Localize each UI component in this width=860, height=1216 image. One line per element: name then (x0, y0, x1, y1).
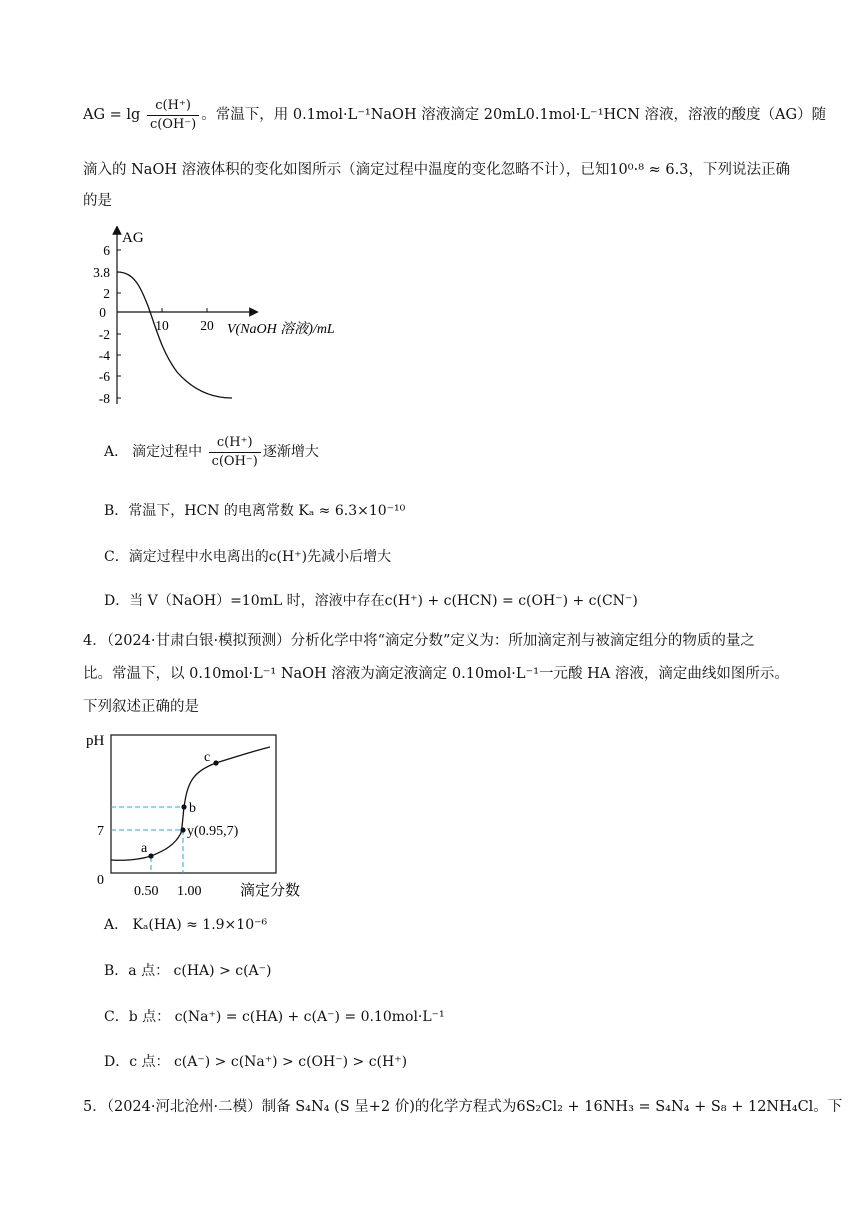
q3-line3: 的是 (83, 193, 112, 209)
chart1-y-tick: 0 (99, 305, 106, 320)
q3-option-a (104, 430, 319, 474)
chart1-x-tick: 10 (155, 318, 169, 333)
q3-ag-numerator: c(H⁺) (147, 97, 199, 116)
q4-option-c: C．b 点： c(Na⁺) = c(HA) + c(A⁻) = 0.10mol·L⁻¹ (104, 1009, 445, 1025)
chart2-label-b: b (189, 801, 196, 816)
chart1-y-tick: -4 (98, 348, 110, 363)
chart1-y-tick: -8 (98, 391, 110, 406)
q4-option-b: B．a 点： c(HA) > c(A⁻) (104, 963, 272, 979)
q3-option-d: D．当 V（NaOH）=10mL 时，溶液中存在c(H⁺) + c(HCN) = c(OH⁻) + c(CN⁻) (104, 593, 638, 609)
chart2-point-y (180, 827, 185, 832)
chart2-guide-lines (111, 807, 184, 873)
chart1-y-tick: 6 (103, 243, 110, 258)
chart2-x-tick: 0.50 (134, 884, 159, 899)
chart2-origin: 0 (97, 873, 104, 888)
chart1-y-tick: -6 (98, 369, 110, 384)
chart2-label-a: a (141, 841, 148, 856)
ph-titration-chart (82, 727, 322, 902)
q3-ag-denominator: c(OH⁻) (149, 116, 197, 132)
q3-intro (83, 95, 826, 135)
q3-option-a-suffix: 逐渐增大 (262, 444, 319, 460)
chart1-y-tick: 2 (103, 286, 110, 301)
q3-ag-fraction (147, 97, 199, 134)
q3-option-c: C．滴定过程中水电离出的c(H⁺)先减小后增大 (104, 549, 392, 565)
q3-option-a-fraction (209, 434, 261, 471)
q3-option-a-numerator: c(H⁺) (209, 434, 261, 453)
q3-ag-prefix: AG = lg (83, 107, 141, 123)
q4-option-d: D．c 点： c(A⁻) > c(Na⁺) > c(OH⁻) > c(H⁺) (104, 1054, 408, 1070)
q5-line1: 5．（2024·河北沧州·二模）制备 S₄N₄ (S 呈+2 价)的化学方程式为6S₂Cl₂ + 16NH₃ = S₄N₄ + S₈ + 12NH₄Cl。下 (83, 1099, 843, 1115)
chart1-y-tick: 3.8 (93, 265, 110, 280)
q4-option-a: A． Kₐ(HA) ≈ 1.9×10⁻⁶ (104, 917, 268, 933)
chart2-y-tick-7: 7 (97, 824, 104, 839)
chart1-y-label: AG (122, 230, 144, 246)
chart2-label-y: y(0.95,7) (187, 824, 239, 839)
chart2-x-label: 滴定分数 (240, 883, 301, 899)
chart1-x-tick: 20 (200, 318, 214, 333)
q3-option-a-prefix: 滴定过程中 (132, 444, 203, 460)
chart2-y-label: pH (86, 733, 105, 749)
chart1-x-label: V(NaOH 溶液)/mL (227, 322, 335, 337)
chart1-ag-curve (117, 272, 232, 398)
q4-line3: 下列叙述正确的是 (83, 699, 199, 715)
q4-line2: 比。常温下，以 0.10mol·L⁻¹ NaOH 溶液为滴定液滴定 0.10mol·L⁻¹一元酸 HA 溶液，滴定曲线如图所示。 (83, 666, 789, 682)
chart2-point-b (181, 804, 186, 809)
chart2-x-tick: 1.00 (177, 884, 202, 899)
q3-intro-rest: 。常温下，用 0.1mol·L⁻¹NaOH 溶液滴定 20mL0.1mol·L⁻¹HCN 溶液，溶液的酸度（AG）随 (201, 107, 827, 123)
q3-option-a-denominator: c(OH⁻) (211, 453, 258, 469)
q3-option-b: B．常温下，HCN 的电离常数 Kₐ ≈ 6.3×10⁻¹⁰ (104, 503, 406, 519)
chart2-point-c (213, 760, 218, 765)
chart2-point-a (148, 853, 153, 858)
ag-titration-chart (82, 226, 372, 406)
q4-line1: 4．（2024·甘肃白银·模拟预测）分析化学中将“滴定分数”定义为：所加滴定剂与被滴定组分的物质的量之 (83, 633, 755, 649)
chart2-label-c: c (204, 750, 211, 765)
q3-option-a-letter: A． (104, 444, 129, 460)
q3-line2: 滴入的 NaOH 溶液体积的变化如图所示（滴定过程中温度的变化忽略不计），已知10⁰·⁸ ≈ 6.3，下列说法正确 (83, 162, 790, 178)
chart1-y-tick: -2 (98, 327, 110, 342)
